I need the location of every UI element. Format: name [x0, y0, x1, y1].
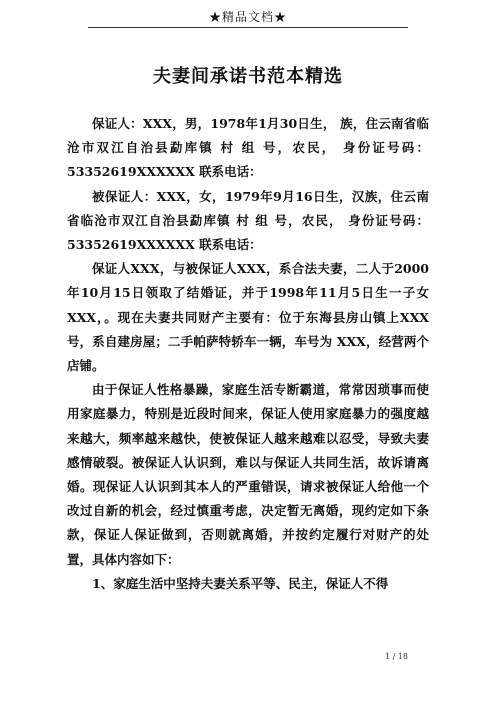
paragraph-clause-1: 1、家庭生活中坚持夫妻关系平等、民主，保证人不得 [92, 575, 389, 591]
paragraph-marriage-property: 保证人XXX，与被保证人XXX，系合法夫妻，二人于2000年10月15日领取了结婚证，并于1998年11月5日生一子女 XXX，。现在夫妻共同财产主要有：位于东海县房山镇上XXX 号，系自建房屋；二手帕萨特轿车一辆，车号为 XXX，经营两个店铺。 [67, 261, 429, 374]
document-title: 夫妻间承诺书范本精选 [153, 66, 343, 87]
paragraph-guarantor: 保证人：XXX，男，1978年1月30日生， 族，住云南省临沧市双江自治县勐库镇 村 组 号，农民， 身份证号码：53352619XXXXXX 联系电话： [67, 116, 429, 180]
paragraph-guaranteed-party: 被保证人：XXX，女，1979年9月16日生，汉族，住云南省临沧市双江自治县勐库镇 村 组 号，农民， 身份证号码：53352619XXXXXX 联系电话： [67, 188, 429, 253]
document-body [67, 112, 429, 596]
page-header: ★精品文档★ [208, 10, 287, 24]
header-rule [88, 27, 408, 28]
page-number: 1 / 18 [384, 652, 408, 661]
paragraph-reason: 由于保证人性格暴躁，家庭生活专断霸道，常常因琐事而使用家庭暴力，特别是近段时间来，保证人使用家庭暴力的强度越来越大，频率越来越快，使被保证人越来越难以忍受，导致夫妻感情破裂。被保证人认识到，难以与保证人共同生活，故诉请离婚。现保证人认识到其本人的严重错误，请求被保证人给他一个改过自新的机会，经过慎重考虑，决定暂无离婚，现约定如下条款，保证人保证做到，否则就离婚，并按约定履行对财产的处置，具体内容如下： [67, 382, 429, 567]
